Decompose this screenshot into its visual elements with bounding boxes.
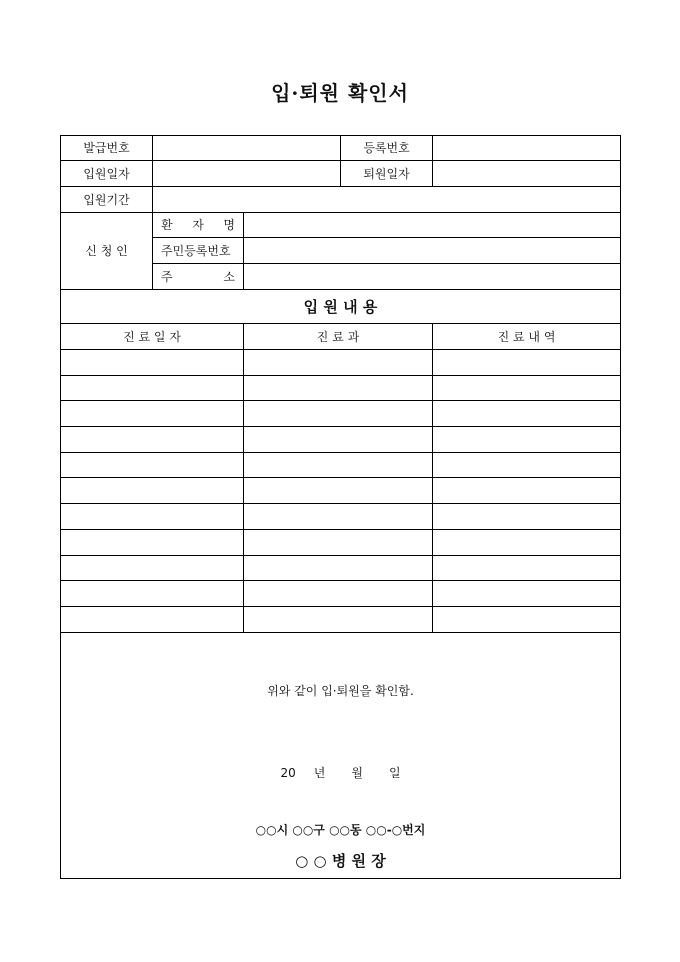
treatment-details-cell: [433, 427, 621, 453]
registration-number-value-cell: [433, 136, 621, 161]
treatment-date-cell: [61, 427, 244, 453]
resident-number-label: 주민등록번호: [153, 238, 244, 264]
treatment-details-cell: [433, 606, 621, 632]
table-row: [61, 606, 621, 632]
registration-number-label: 등록번호: [341, 136, 433, 161]
treatment-date-cell: [61, 350, 244, 376]
treatment-details-cell: [433, 555, 621, 581]
treatment-details-cell: [433, 350, 621, 376]
certification-footer-content: [61, 633, 620, 878]
discharge-date-label: 퇴원일자: [341, 161, 433, 187]
treatment-date-cell: [61, 452, 244, 478]
date-day-unit: 일: [388, 765, 401, 780]
admission-period-row: [61, 187, 621, 213]
date-month-unit: 월: [351, 765, 363, 780]
treatment-details-cell: [433, 401, 621, 427]
column-header-department: 진 료 과: [244, 324, 433, 350]
treatment-date-cell: [61, 478, 244, 504]
section-header-row: [61, 290, 621, 324]
discharge-date-value-cell: [433, 161, 621, 187]
column-header-treatment-date: 진 료 일 자: [61, 324, 244, 350]
resident-number-value-cell: [244, 238, 621, 264]
treatment-date-cell: [61, 581, 244, 607]
treatment-date-cell: [61, 606, 244, 632]
address-value-cell: [244, 264, 621, 290]
table-row: [61, 401, 621, 427]
department-cell: [244, 427, 433, 453]
treatment-details-cell: [433, 504, 621, 530]
treatment-details-cell: [433, 452, 621, 478]
hospital-address: ○○시 ○○구 ○○동 ○○-○번지: [255, 822, 426, 837]
department-cell: [244, 375, 433, 401]
column-header-treatment-details: 진 료 내 역: [433, 324, 621, 350]
table-row: [61, 427, 621, 453]
certification-statement: 위와 같이 입·퇴원을 확인함.: [267, 683, 414, 698]
admission-period-value-cell: [153, 187, 621, 213]
treatment-date-cell: [61, 375, 244, 401]
treatment-date-cell: [61, 504, 244, 530]
table-row: [61, 452, 621, 478]
department-cell: [244, 555, 433, 581]
admission-date-row: [61, 161, 621, 187]
department-cell: [244, 581, 433, 607]
department-cell: [244, 452, 433, 478]
date-year-prefix: 20: [280, 765, 296, 780]
address-label: 주 소: [153, 264, 244, 290]
admission-period-label: 입원기간: [61, 187, 153, 213]
document-title: 입·퇴원 확인서: [271, 81, 409, 105]
table-row: [61, 581, 621, 607]
department-cell: [244, 529, 433, 555]
treatment-details-cell: [433, 375, 621, 401]
department-cell: [244, 401, 433, 427]
treatment-details-cell: [433, 529, 621, 555]
certification-footer-row: [61, 632, 621, 878]
patient-name-row: [61, 213, 621, 238]
department-cell: [244, 606, 433, 632]
date-year-unit: 년: [313, 765, 326, 780]
treatment-date-cell: [61, 401, 244, 427]
issue-number-value-cell: [153, 136, 341, 161]
table-row: [61, 350, 621, 376]
department-cell: [244, 478, 433, 504]
issue-number-row: [61, 136, 621, 161]
details-column-header-row: [61, 324, 621, 350]
department-cell: [244, 350, 433, 376]
hospital-director-signature: ○ ○ 병 원 장: [295, 851, 386, 870]
table-row: [61, 375, 621, 401]
certification-footer: [61, 632, 621, 878]
table-row: [61, 504, 621, 530]
admission-details-title: 입 원 내 용: [61, 290, 621, 324]
patient-name-value-cell: [244, 213, 621, 238]
confirmation-form-table: [60, 135, 621, 879]
department-cell: [244, 504, 433, 530]
treatment-date-cell: [61, 555, 244, 581]
table-row: [61, 529, 621, 555]
issue-date-line: [61, 765, 620, 781]
admission-date-value-cell: [153, 161, 341, 187]
applicant-label: 신 청 인: [61, 213, 153, 290]
table-row: [61, 478, 621, 504]
issue-number-label: 발급번호: [61, 136, 153, 161]
treatment-details-cell: [433, 478, 621, 504]
admission-date-label: 입원일자: [61, 161, 153, 187]
patient-name-label: 환 자 명: [153, 213, 244, 238]
treatment-details-cell: [433, 581, 621, 607]
table-row: [61, 555, 621, 581]
treatment-date-cell: [61, 529, 244, 555]
